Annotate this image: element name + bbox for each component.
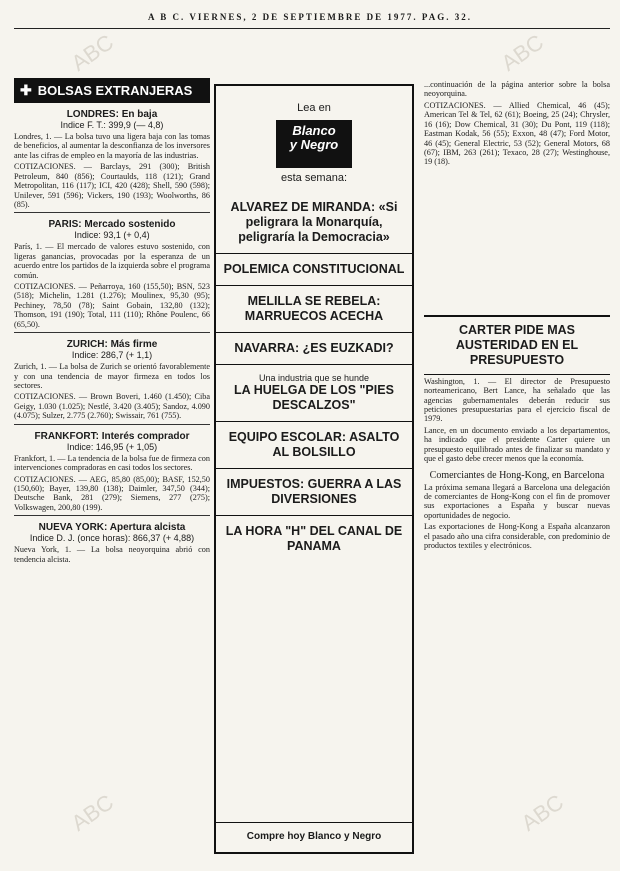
ad-item-title: POLEMICA CONSTITUCIONAL [223,262,405,276]
hongkong-paragraph: La próxima semana llegará a Barcelona una delegación de comerciantes de Hong-Kong con el fin de promover sus exportaciones a España y buscar nuevas oportunidades de negocio. [424,482,610,520]
header-rule [14,28,610,29]
watermark: ABC [496,29,549,76]
carter-body [424,377,610,464]
carter-headline: CARTER PIDE MAS AUSTERIDAD EN EL PRESUPUESTO [424,315,610,375]
market-heading: FRANKFORT: Interés comprador [34,430,190,442]
ad-footer: Compre hoy Blanco y Negro [216,822,412,842]
cross-icon: ✚ [20,82,32,98]
ad-item-title: IMPUESTOS: GUERRA A LAS DIVERSIONES [226,477,402,506]
ad-item-title: LA HUELGA DE LOS "PIES DESCALZOS" [234,383,394,412]
section-divider [14,332,210,333]
ad-item-kicker: Una industria que se hunde [258,373,370,383]
markets-sections [14,109,210,564]
ad-esta-semana: esta semana: [280,172,348,184]
ad-item-title: EQUIPO ESCOLAR: ASALTO AL BOLSILLO [228,430,400,459]
markets-title [14,78,210,103]
market-index: Indice: 93,1 (+ 0,4) [74,230,150,241]
ad-item-title: MELILLA SE REBELA: MARRUECOS ACECHA [244,294,384,323]
market-heading: ZURICH: Más firme [66,339,158,351]
market-heading: PARIS: Mercado sostenido [48,219,176,231]
logo-line-2: y Negro [289,136,339,152]
watermark: ABC [516,789,569,836]
market-index: Indice: 146,95 (+ 1,05) [66,441,158,452]
market-heading: NUEVA YORK: Apertura alcista [38,522,186,534]
logo-line-1: Blanco [292,123,336,138]
market-paragraph: COTIZACIONES. — Barclays, 291 (300); British Petroleum, 840 (856); Courtaulds, 118 (121); Grand Metropolitan, 116 (117); ICI, 420 (428); Shell, 590 (598); Unilever, 591 (596); Vickers, 190 (193); Woolworths, 86 (85). [14,162,210,209]
market-index: Indice: 286,7 (+ 1,1) [71,350,153,361]
ad-item [216,253,412,285]
watermark: ABC [66,29,119,76]
carter-paragraph: Lance, en un documento enviado a los departamentos, ha indicado que el presidente Carter quiere un presupuesto equilibrado antes de finalizar su mandato y que el gasto debe crecer menos que la economía. [424,425,610,464]
ad-item-title: LA HORA "H" DEL CANAL DE PANAMA [225,524,403,553]
market-paragraph: COTIZACIONES. — Peñarroya, 160 (155,50); BSN, 523 (518); Michelin, 1.281 (1.276); Moulinex, 95,30 (95); Pechiney, 78,50 (78); Saint Gobain, 132,80 (132); Thomson, 191 (190); Total, 111 (110); Rhône Poulenc, 66 (65,50). [14,282,210,329]
market-paragraph: Nueva York, 1. — La bolsa neoyorquina abrió con tendencia alcista. [14,545,210,564]
page-header: A B C. VIERNES, 2 DE SEPTIEMBRE DE 1977. PAG. 32. [148,12,472,22]
foreign-markets-column [14,78,210,864]
blanco-y-negro-logo [276,120,352,168]
market-paragraph: Londres, 1. — La bolsa tuvo una ligera baja con las tomas de beneficios, al aumentar la desconfianza de los inversores ante las cifras de empleo en la mayoría de las industrias. [14,132,210,160]
ad-item [216,332,412,364]
ad-item [216,192,412,253]
ad-item [216,285,412,332]
ad-item [216,515,412,562]
market-paragraph: París, 1. — El mercado de valores estuvo sostenido, con ligeras ganancias, provocadas por la esperanza de un acuerdo entre los partidos de la izquierda sobre el programa común. [14,242,210,280]
ad-item [216,364,412,421]
market-paragraph: COTIZACIONES. — AEG, 85,80 (85,00); BASF, 152,50 (150,60); Bayer, 139,80 (138); Daimler, 347,50 (344); Deutsche Bank, 281 (279); Siemens, 277 (275); Volkswagen, 200,80 (199). [14,474,210,512]
hongkong-paragraph: Las exportaciones de Hong-Kong a España alcanzaron el pasado año una cifra considerable, con predominio de productos textiles y electrónicos. [424,522,610,551]
ad-item-title: ALVAREZ DE MIRANDA: «Si peligrara la Monarquía, peligraría la Democracia» [230,200,398,244]
market-paragraph: Frankfort, 1. — La tendencia de la bolsa fue de firmeza con intervenciones compradoras en casi todos los sectores. [14,453,210,473]
hongkong-headline: Comerciantes de Hong-Kong, en Barcelona [429,469,605,481]
ad-item-title: NAVARRA: ¿ES EUZKADI? [234,341,394,355]
watermark: ABC [66,789,119,836]
blanco-y-negro-ad [214,84,414,854]
nyse-quotes: COTIZACIONES. — Allied Chemical, 46 (45); American Tel & Tel, 62 (61); Boeing, 25 (24); Chrysler, 16 (16); Dow Chemical, 31 (30); Du Pont, 119 (118); Eastman Kodak, 56 (55); Exxon, 48 (47); Ford Motor, 46 (45); General Electric, 53 (52); General Motors, 68 (67); IBM, 263 (261); Texaco, 28 (27); Westinghouse, 19 (18). [424,100,610,167]
ad-items [216,192,412,562]
nyse-intro: ...continuación de la página anterior sobre la bolsa neoyorquina. [424,80,610,99]
market-paragraph: COTIZACIONES. — Brown Boveri, 1.460 (1.450); Ciba Geigy, 1.030 (1.025); Nestlé, 3.420 (3.405); Sandoz, 4.090 (4.075); Sulzer, 2.775 (2.760); Swissair, 761 (755). [14,392,210,421]
carter-paragraph: Washington, 1. — El director de Presupuesto norteamericano, Bert Lance, ha señalado que las agencias gubernamentales deberán reducir sus peticiones presupuestarias para el ejercicio fiscal de 1979. [424,376,610,424]
ad-lea-en: Lea en [297,102,331,114]
section-divider [14,515,210,516]
market-index: Indice F. T.: 399,9 (— 4,8) [60,120,164,130]
market-index: Indice D. J. (once horas): 866,37 (+ 4,88) [29,533,195,544]
ad-item [216,468,412,515]
ad-item [216,421,412,468]
section-divider [14,424,210,425]
section-divider [14,212,210,213]
news-column [424,78,610,864]
market-heading: LONDRES: En baja [66,109,158,120]
hongkong-body [424,483,610,551]
markets-title-text: BOLSAS EXTRANJERAS [37,83,193,98]
market-paragraph: Zurich, 1. — La bolsa de Zurich se orientó favorablemente y con una tendencia de mayor firmeza en todos los sectores. [14,362,210,391]
